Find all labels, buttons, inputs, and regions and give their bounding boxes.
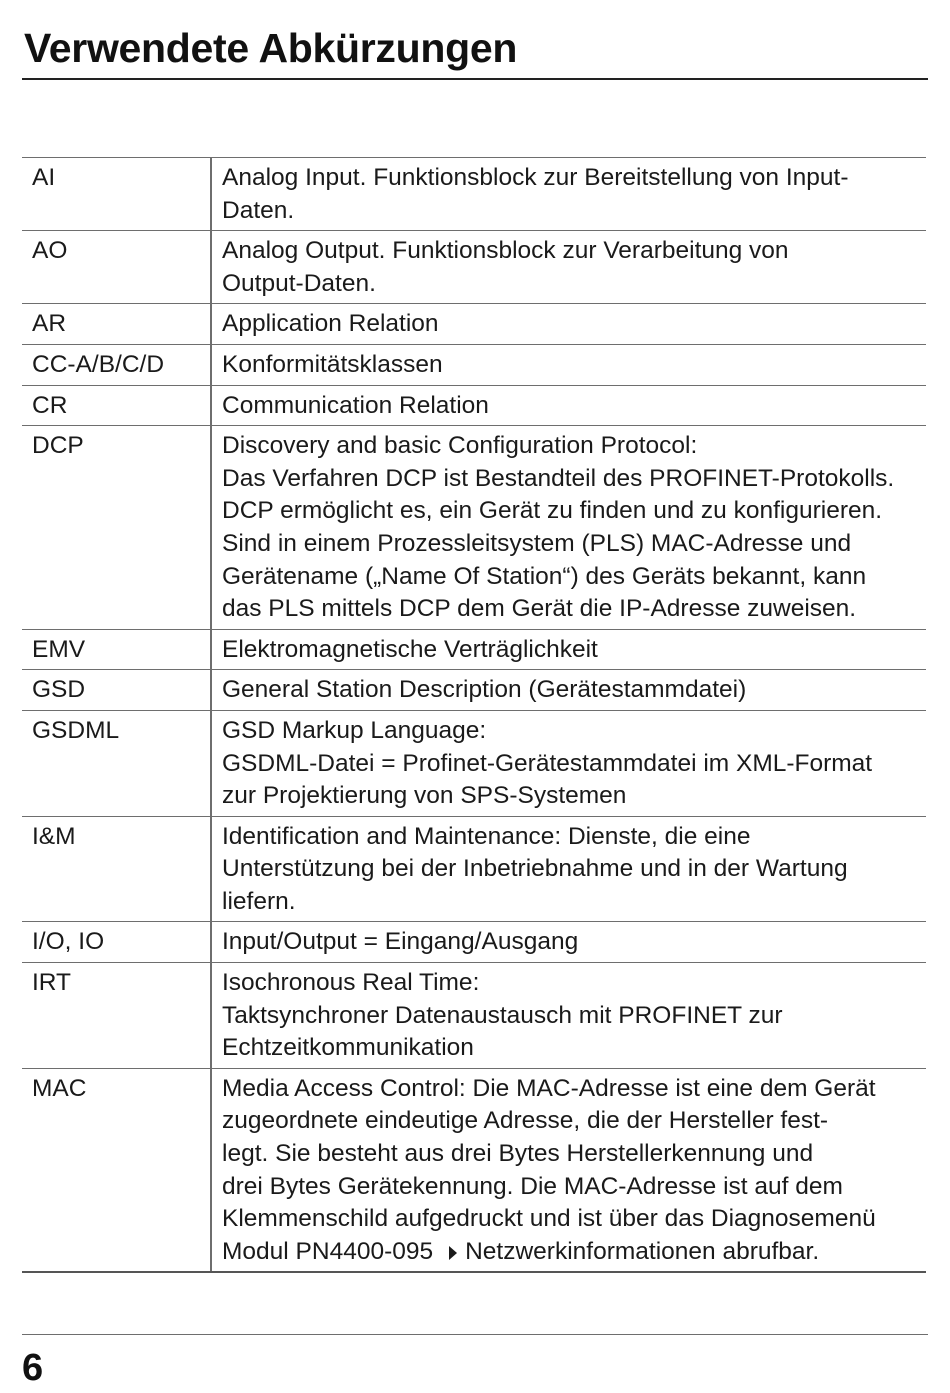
table-row <box>22 158 926 231</box>
menu-path-from: Modul PN4400-095 <box>222 1237 434 1265</box>
title-divider <box>22 78 928 80</box>
abbreviation-cell: CC-A/B/C/D <box>22 344 211 385</box>
description-cell <box>211 963 926 1069</box>
description-line: Klemmenschild aufgedruckt und ist über das Diagnosemenü <box>222 1205 876 1233</box>
table-row <box>22 304 926 345</box>
triangle-right-icon <box>449 1246 457 1260</box>
table-row <box>22 963 926 1069</box>
page-title: Verwendete Abkürzungen <box>24 25 518 71</box>
footer-divider <box>22 1334 928 1335</box>
page-number: 6 <box>22 1347 44 1389</box>
table-row <box>22 670 926 711</box>
description-line: Elektromagnetische Verträglichkeit <box>222 635 598 663</box>
description-line: Application Relation <box>222 310 439 338</box>
abbreviation-cell: IRT <box>22 963 211 1069</box>
menu-path-to: Netzwerkinformationen abrufbar. <box>465 1237 820 1265</box>
menu-path-line <box>222 1236 922 1269</box>
abbreviations-table <box>22 157 926 1273</box>
abbreviation-cell: AI <box>22 158 211 231</box>
abbreviation-cell: EMV <box>22 629 211 670</box>
description-cell <box>211 426 926 630</box>
description-line: das PLS mittels DCP dem Gerät die IP-Adresse zuweisen. <box>222 595 857 623</box>
table-row <box>22 629 926 670</box>
description-line: Unterstützung bei der Inbetriebnahme und in der Wartung <box>222 855 848 883</box>
description-line: Taktsynchroner Datenaustausch mit PROFINET zur <box>222 1001 783 1029</box>
description-line: Sind in einem Prozessleitsystem (PLS) MAC-Adresse und <box>222 529 852 557</box>
abbreviation-cell: CR <box>22 385 211 426</box>
description-line: Identification and Maintenance: Dienste, die eine <box>222 822 751 850</box>
table-row <box>22 710 926 816</box>
description-line: GSDML-Datei = Profinet-Gerätestammdatei im XML-Format <box>222 749 873 777</box>
description-line: Communication Relation <box>222 391 489 419</box>
description-line: Analog Output. Funktionsblock zur Verarbeitung von <box>222 237 789 265</box>
table-row <box>22 426 926 630</box>
description-cell <box>211 304 926 345</box>
abbreviation-cell: GSD <box>22 670 211 711</box>
table-row <box>22 231 926 304</box>
description-cell <box>211 629 926 670</box>
description-line: DCP ermöglicht es, ein Gerät zu finden und zu konfigurieren. <box>222 497 883 525</box>
abbreviation-cell: AR <box>22 304 211 345</box>
description-cell <box>211 1068 926 1272</box>
abbreviation-cell: AO <box>22 231 211 304</box>
abbreviation-cell: I/O, IO <box>22 922 211 963</box>
description-line: drei Bytes Gerätekennung. Die MAC-Adresse ist auf dem <box>222 1172 843 1200</box>
description-line: Discovery and basic Configuration Protocol: <box>222 432 698 460</box>
description-line: Input/Output = Eingang/Ausgang <box>222 928 579 956</box>
description-line: Media Access Control: Die MAC-Adresse ist eine dem Gerät <box>222 1074 876 1102</box>
table-row <box>22 385 926 426</box>
description-cell <box>211 922 926 963</box>
description-cell <box>211 344 926 385</box>
description-line: zur Projektierung von SPS-Systemen <box>222 782 627 810</box>
description-line: General Station Description (Gerätestammdatei) <box>222 676 747 704</box>
abbreviations-table-body <box>22 158 926 1273</box>
description-line: Output-Daten. <box>222 269 376 297</box>
description-cell <box>211 670 926 711</box>
description-cell <box>211 231 926 304</box>
abbreviation-cell: DCP <box>22 426 211 630</box>
description-cell <box>211 385 926 426</box>
table-row <box>22 344 926 385</box>
description-line: Echtzeitkommunikation <box>222 1034 474 1062</box>
description-line: zugeordnete eindeutige Adresse, die der Hersteller fest- <box>222 1107 829 1135</box>
description-line: legt. Sie besteht aus drei Bytes Herstellerkennung und <box>222 1140 814 1168</box>
description-cell <box>211 816 926 922</box>
description-line: Konformitätsklassen <box>222 350 443 378</box>
table-row <box>22 816 926 922</box>
description-cell <box>211 158 926 231</box>
table-row <box>22 922 926 963</box>
description-line: Analog Input. Funktionsblock zur Bereitstellung von Input- <box>222 164 849 191</box>
table-row <box>22 1068 926 1272</box>
description-line: GSD Markup Language: <box>222 716 487 744</box>
description-line: liefern. <box>222 887 296 915</box>
abbreviation-cell: GSDML <box>22 710 211 816</box>
description-line: Das Verfahren DCP ist Bestandteil des PROFINET-Protokolls. <box>222 464 895 492</box>
description-line: Gerätename („Name Of Station“) des Geräts bekannt, kann <box>222 562 867 590</box>
description-cell <box>211 710 926 816</box>
abbreviation-cell: MAC <box>22 1068 211 1272</box>
description-line: Isochronous Real Time: <box>222 969 480 997</box>
description-line: Daten. <box>222 196 295 224</box>
abbreviation-cell: I&M <box>22 816 211 922</box>
